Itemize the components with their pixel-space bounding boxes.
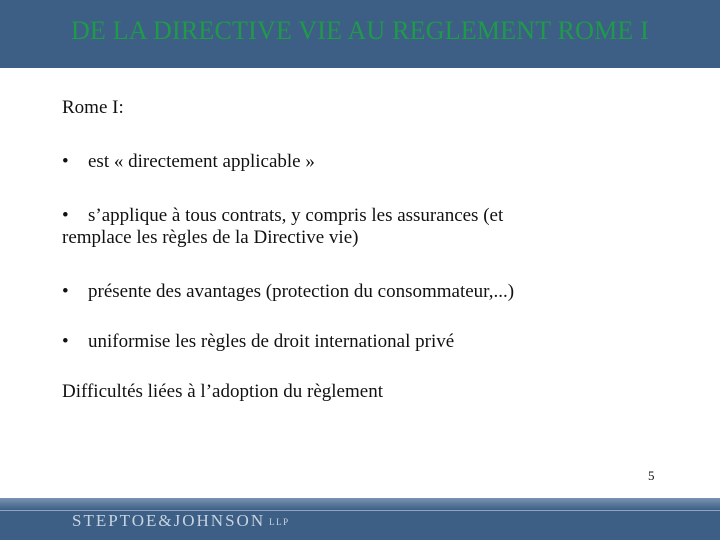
footer-highlight — [0, 498, 720, 510]
bullet-item-4 — [62, 331, 682, 353]
logo-text: STEPTOE&JOHNSON — [72, 511, 266, 530]
bullet-icon: • — [62, 205, 69, 226]
logo-suffix: LLP — [269, 517, 290, 527]
bullet-icon: • — [62, 331, 69, 352]
bullet-text: est « directement applicable » — [88, 151, 315, 172]
company-logo — [72, 511, 290, 531]
closing-text: Difficultés liées à l’adoption du règlement — [62, 381, 383, 402]
bullet-icon: • — [62, 281, 69, 302]
bullet-text: s’applique à tous contrats, y compris les assurances (et — [88, 205, 504, 226]
bullet-item-2-continuation: remplace les règles de la Directive vie) — [62, 227, 359, 248]
bullet-item-3 — [62, 281, 682, 303]
bullet-icon: • — [62, 151, 69, 172]
bullet-text: présente des avantages (protection du consommateur,...) — [88, 281, 515, 302]
slide-heading: Rome I: — [62, 97, 124, 118]
slide-title: DE LA DIRECTIVE VIE AU REGLEMENT ROME I — [70, 16, 650, 45]
bullet-item-1 — [62, 151, 682, 173]
bullet-item-2 — [62, 205, 682, 227]
bullet-text: uniformise les règles de droit international privé — [88, 331, 455, 352]
page-number: 5 — [648, 468, 655, 483]
